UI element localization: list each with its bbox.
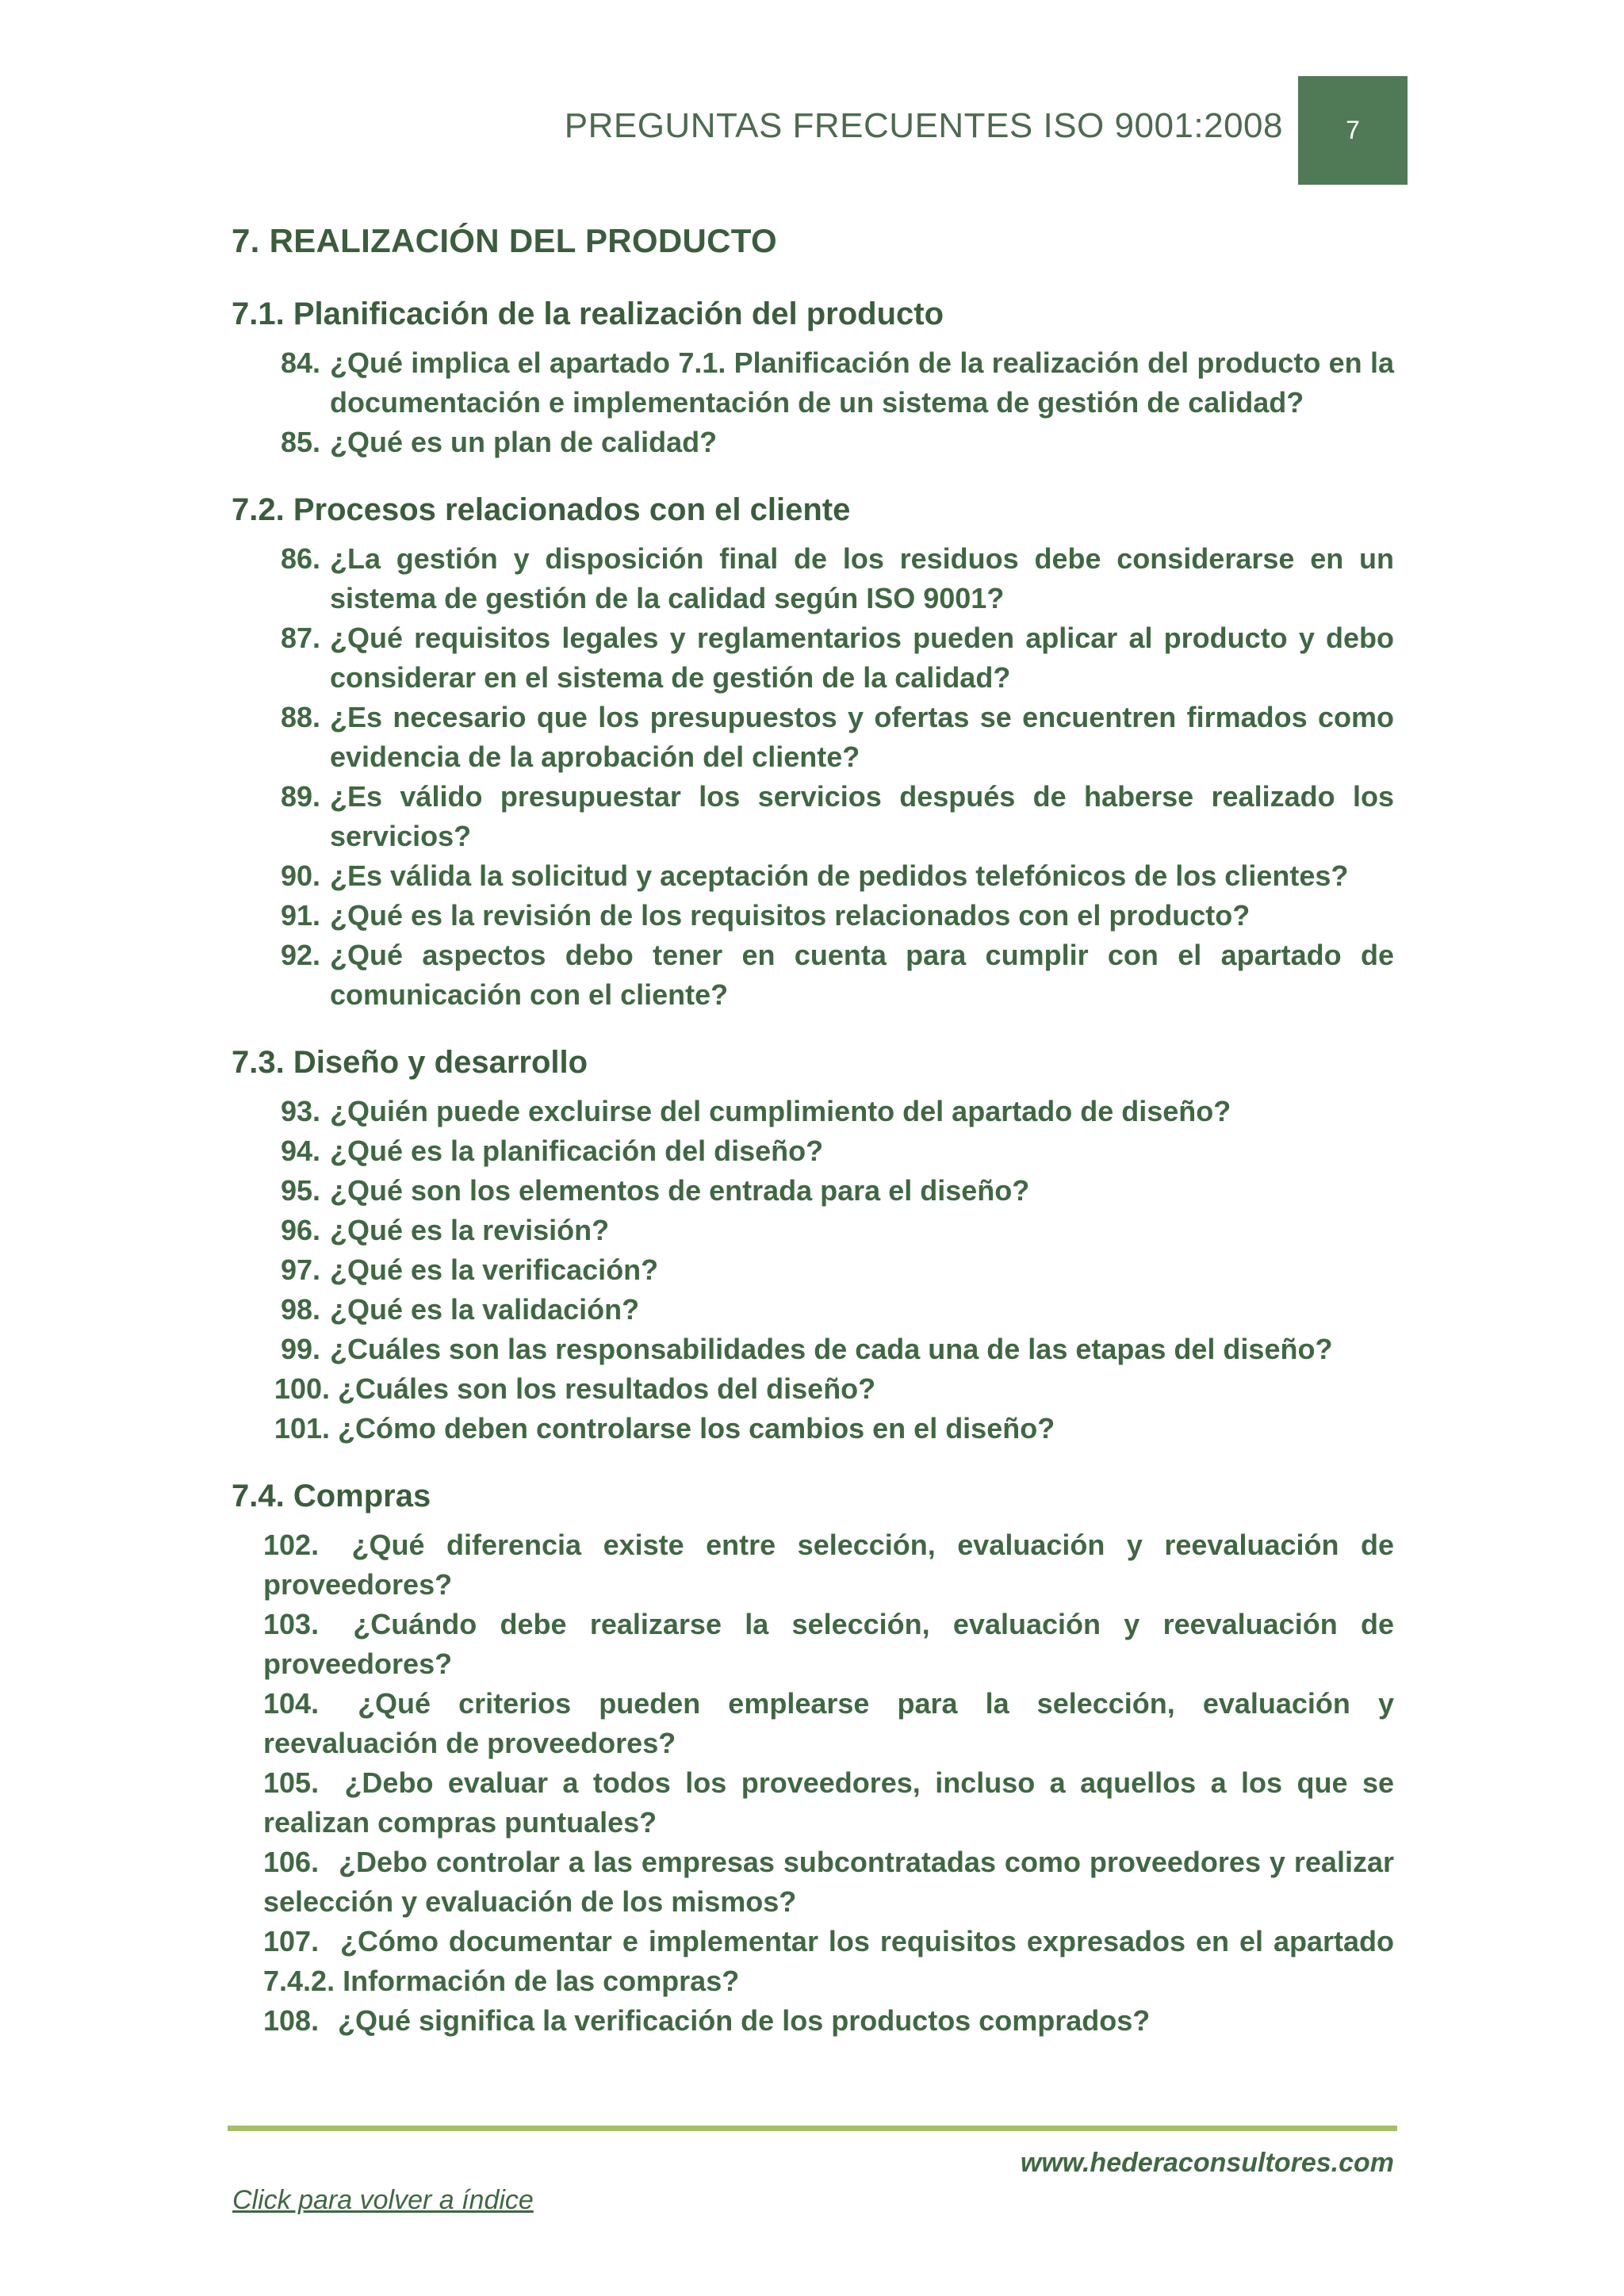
question-list	[232, 343, 1394, 462]
question-text: ¿Qué criterios pueden emplearse para la selección, evaluación y reevaluación de proveedores?	[263, 1687, 1394, 1759]
question-text: ¿La gestión y disposición final de los residuos debe considerarse en un sistema de gestión de la calidad según ISO 9001?	[330, 542, 1394, 614]
footer-divider	[228, 2126, 1397, 2131]
question-number: 94.	[281, 1135, 321, 1167]
question-text: ¿Es válido presupuestar los servicios después de haberse realizado los servicios?	[330, 780, 1394, 852]
question-text: ¿Qué implica el apartado 7.1. Planificación de la realización del producto en la documentación e implementación de un sistema de gestión de calidad?	[330, 346, 1394, 419]
question-text: ¿Qué es la verificación?	[330, 1253, 659, 1286]
question-number: 92.	[281, 939, 321, 971]
question-number: 105.	[263, 1766, 320, 1799]
question-number: 93.	[281, 1095, 321, 1127]
question-item[interactable]	[232, 1171, 1394, 1211]
question-number: 87.	[281, 622, 321, 654]
question-text: ¿Qué significa la verificación de los productos comprados?	[338, 2004, 1151, 2037]
section-title: 7.1. Planificación de la realización del producto	[232, 297, 944, 331]
question-item[interactable]	[232, 539, 1394, 618]
question-list	[232, 539, 1394, 1015]
question-item[interactable]	[232, 777, 1394, 856]
question-text: ¿Qué es un plan de calidad?	[330, 426, 718, 458]
question-item[interactable]	[232, 1131, 1394, 1171]
question-text: ¿Es válida la solicitud y aceptación de pedidos telefónicos de los clientes?	[330, 859, 1349, 892]
question-number: 108.	[263, 2004, 320, 2037]
question-item[interactable]	[232, 856, 1394, 896]
question-text: ¿Qué es la revisión?	[330, 1214, 610, 1246]
section-7-2	[232, 492, 1394, 1015]
question-text: ¿Qué requisitos legales y reglamentarios pueden aplicar al producto y debo considerar en el sistema de gestión de la calidad?	[330, 622, 1394, 694]
section-7-1	[232, 297, 1394, 462]
question-item[interactable]	[232, 1605, 1394, 1684]
section-title: 7.2. Procesos relacionados con el cliente	[232, 492, 851, 527]
question-text: ¿Cuáles son los resultados del diseño?	[338, 1372, 876, 1405]
question-item[interactable]	[232, 423, 1394, 462]
question-number: 86.	[281, 542, 321, 575]
question-number: 89.	[281, 780, 321, 813]
question-number: 85.	[281, 426, 321, 458]
question-item[interactable]	[232, 343, 1394, 423]
question-number: 101.	[274, 1412, 330, 1445]
question-text: ¿Qué es la planificación del diseño?	[330, 1135, 824, 1167]
question-text: ¿Debo controlar a las empresas subcontratadas como proveedores y realizar selección y evaluación de los mismos?	[263, 1846, 1394, 1918]
question-number: 97.	[281, 1253, 321, 1286]
header-title: PREGUNTAS FRECUENTES ISO 9001:2008	[564, 106, 1283, 145]
question-number: 102.	[263, 1529, 320, 1561]
question-number: 98.	[281, 1293, 321, 1326]
question-item[interactable]	[232, 698, 1394, 777]
question-text: ¿Cómo documentar e implementar los requisitos expresados en el apartado 7.4.2. Información de las compras?	[263, 1925, 1394, 1997]
faq-index	[232, 222, 1394, 2071]
question-number: 88.	[281, 701, 321, 733]
question-number: 106.	[263, 1846, 320, 1878]
question-text: ¿Cuáles son las responsabilidades de cada una de las etapas del diseño?	[330, 1333, 1333, 1365]
question-item[interactable]	[232, 1525, 1394, 1605]
question-text: ¿Es necesario que los presupuestos y ofertas se encuentren firmados como evidencia de la aprobación del cliente?	[330, 701, 1394, 773]
page-number-badge	[1298, 76, 1408, 185]
section-7-4	[232, 1479, 1394, 2041]
question-text: ¿Qué es la revisión de los requisitos relacionados con el producto?	[330, 899, 1251, 932]
question-number: 95.	[281, 1174, 321, 1207]
question-text: ¿Qué son los elementos de entrada para el diseño?	[330, 1174, 1030, 1207]
section-7-3	[232, 1045, 1394, 1448]
back-to-index-link[interactable]: Click para volver a índice	[232, 2185, 534, 2215]
question-text: ¿Quién puede excluirse del cumplimiento del apartado de diseño?	[330, 1095, 1231, 1127]
question-item[interactable]	[232, 1409, 1394, 1448]
question-item[interactable]	[232, 1763, 1394, 1843]
question-number: 100.	[274, 1372, 330, 1405]
section-title: 7.4. Compras	[232, 1479, 431, 1513]
section-title: 7.3. Diseño y desarrollo	[232, 1045, 588, 1080]
question-number: 96.	[281, 1214, 321, 1246]
question-text: ¿Debo evaluar a todos los proveedores, incluso a aquellos a los que se realizan compras puntuales?	[263, 1766, 1394, 1839]
question-item[interactable]	[232, 2001, 1394, 2041]
question-text: ¿Qué aspectos debo tener en cuenta para cumplir con el apartado de comunicación con el cliente?	[330, 939, 1394, 1011]
question-item[interactable]	[232, 618, 1394, 698]
question-text: ¿Cuándo debe realizarse la selección, evaluación y reevaluación de proveedores?	[263, 1608, 1394, 1680]
question-item[interactable]	[232, 1250, 1394, 1290]
question-number: 107.	[263, 1925, 320, 1957]
question-item[interactable]	[232, 896, 1394, 936]
question-list	[232, 1092, 1394, 1448]
chapter-title: 7. REALIZACIÓN DEL PRODUCTO	[232, 222, 777, 259]
page-number: 7	[1346, 116, 1360, 144]
question-item[interactable]	[232, 1330, 1394, 1369]
question-item[interactable]	[232, 1369, 1394, 1409]
question-text: ¿Qué diferencia existe entre selección, evaluación y reevaluación de proveedores?	[263, 1529, 1394, 1601]
question-number: 103.	[263, 1608, 320, 1640]
question-item[interactable]	[232, 1092, 1394, 1131]
question-text: ¿Cómo deben controlarse los cambios en el diseño?	[338, 1412, 1055, 1445]
question-item[interactable]	[232, 1290, 1394, 1330]
question-list	[232, 1525, 1394, 2041]
question-item[interactable]	[232, 1211, 1394, 1250]
question-text: ¿Qué es la validación?	[330, 1293, 640, 1326]
question-item[interactable]	[232, 1843, 1394, 1922]
question-number: 104.	[263, 1687, 320, 1720]
question-number: 99.	[281, 1333, 321, 1365]
question-item[interactable]	[232, 936, 1394, 1015]
question-item[interactable]	[232, 1922, 1394, 2001]
question-item[interactable]	[232, 1684, 1394, 1763]
question-number: 84.	[281, 346, 321, 379]
question-number: 90.	[281, 859, 321, 892]
footer-website[interactable]: www.hederaconsultores.com	[1020, 2148, 1394, 2178]
question-number: 91.	[281, 899, 321, 932]
